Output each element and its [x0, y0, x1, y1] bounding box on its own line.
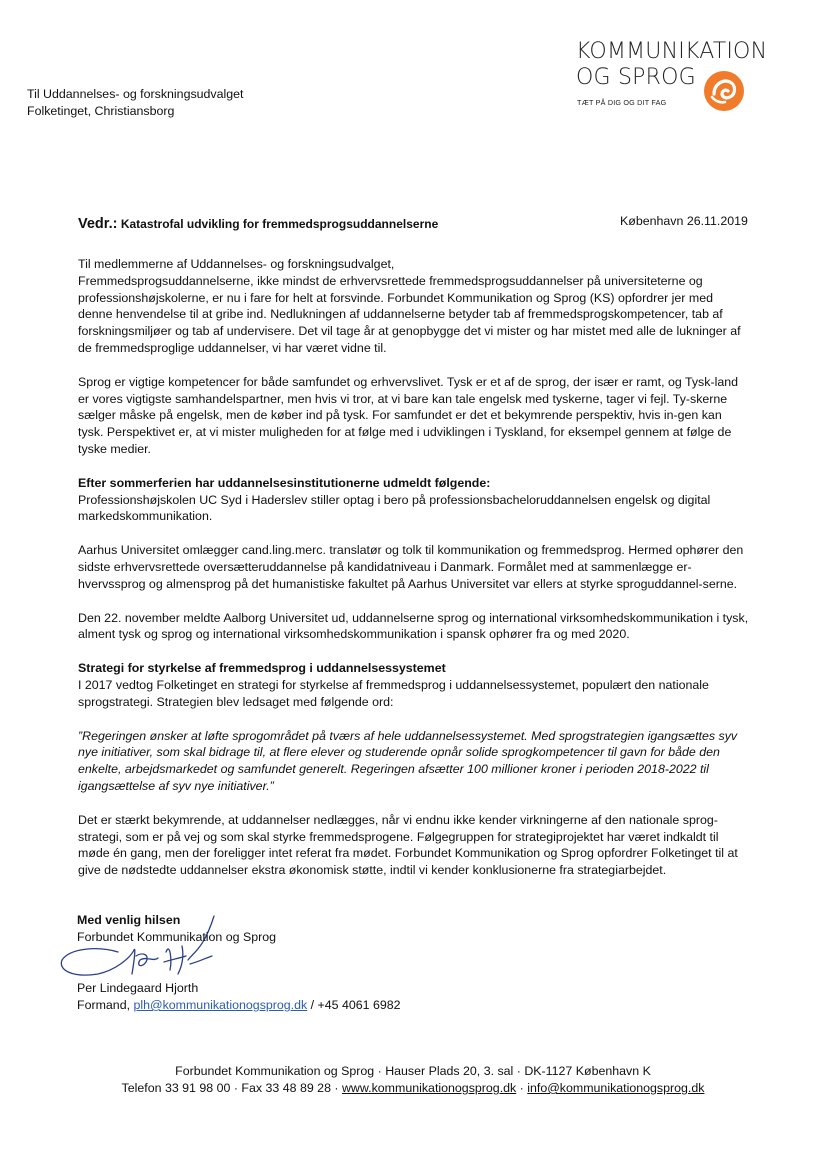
recipient-line-2: Folketinget, Christiansborg: [27, 104, 175, 118]
letter-body: [78, 256, 750, 896]
footer: [0, 1063, 826, 1097]
paragraph-aarhus: Aarhus Universitet omlægger cand.ling.merc. translatør og tolk til kommunikation og fremmedsprog. Hermed ophører den sidste erhvervsrettede oversætteruddannelse på kandidatniveau i Danmark. Formålet med at sammenlægge er-hvervssprog og almensprog på det humanistiske fakultet på Aarhus Universitet var ellers at styrke sproguddannel-serne.: [78, 543, 744, 591]
logo-tagline: TÆT PÅ DIG OG DIT FAG: [577, 98, 667, 107]
signoff-block: [77, 912, 401, 1014]
quote-government: ”Regeringen ønsker at løfte sprogområdet på tværs af hele uddannelsessystemet. Med sprogstrategien igangsættes syv nye initiativer, som skal bidrage til, at flere elever og studerende opnår solide sprogkompetencer til gavn for både den enkelte, arbejdsmarkedet og samfundet generelt. Regeringen afsætter 100 millioner kroner i perioden 2018-2022 til igangsættelse af syv nye initiativer.”: [78, 728, 738, 793]
logo-line-2: OG SPROG: [576, 65, 696, 90]
footer-address: Forbundet Kommunikation og Sprog · Hauser Plads 20, 3. sal · DK-1127 København K: [175, 1064, 651, 1078]
signoff-email-link[interactable]: plh@kommunikationogsprog.dk: [133, 998, 308, 1012]
recipient-line-1: Til Uddannelses- og forskningsudvalget: [27, 87, 244, 101]
heading-announcements: Efter sommerferien har uddannelsesinstitutionerne udmeldt følgende:: [78, 475, 491, 490]
subject-label: Vedr.:: [78, 216, 118, 232]
paragraph-aalborg: Den 22. november meldte Aalborg Universitet ud, uddannelserne sprog og international virksomhedskommunikation i tysk, alment tysk og sprog og international virksomhedskommunikation i spansk ophører fra og med 2020.: [78, 610, 749, 642]
logo: [576, 40, 796, 120]
signoff-contact: [77, 997, 401, 1014]
footer-web-link[interactable]: www.kommunikationogsprog.dk: [341, 1081, 517, 1095]
footer-contact: [0, 1080, 826, 1097]
greeting: Med venlig hilsen: [77, 913, 181, 927]
footer-separator: ·: [516, 1081, 528, 1095]
subject-text: Katastrofal udvikling for fremmedsprogsuddannelserne: [120, 217, 439, 231]
heading-strategy: Strategi for styrkelse af fremmedsprog i uddannelsessystemet: [78, 661, 446, 676]
letter-date: København 26.11.2019: [620, 214, 748, 228]
paragraph-strategy: I 2017 vedtog Folketinget en strategi for styrkelse af fremmedsprog i uddannelsessystemet, populært den nationale sprogstrategi. Strategien blev ledsaget med følgende ord:: [78, 677, 709, 709]
paragraph-language-competence: Sprog er vigtige kompetencer for både samfundet og erhvervslivet. Tysk er et af de sprog, der især er ramt, og Tysk-land er vores vigtigste samhandelspartner, men hvis vi tror, at vi bare kan tale engelsk med tyskerne, tager vi fejl. Ty-skerne sælger måske på engelsk, men de køber ind på tysk. For samfundet er det et bekymrende perspektiv, hvis in-gen kan tysk. Perspektivet er, at vi mister muligheden for at følge med i udviklingen i Tyskland, for eksempel gennem at følge de tyske medier.: [78, 374, 738, 456]
signoff-phone: / +45 4061 6982: [307, 998, 401, 1012]
paragraph-concern: Det er stærkt bekymrende, at uddannelser nedlægges, når vi endnu ikke kender virkningerne af den nationale sprog-strategi, som er på vej og som skal styrke fremmedsprogene. Følgegruppen for strategiprojektet har været indkaldt til møde én gang, men der foreligger intet referat fra mødet. Forbundet Kommunikation og Sprog opfordrer Folketinget til at give de nødstedte uddannelser ekstra økonomisk støtte, indtil vi kender konklusionerne fra strategiarbejdet.: [78, 812, 738, 878]
footer-email-link[interactable]: info@kommunikationogsprog.dk: [527, 1081, 705, 1095]
recipient-address: [27, 86, 244, 120]
paragraph-uc-syd: Professionshøjskolen UC Syd i Haderslev stiller optag i bero på professionsbacheloruddannelsen engelsk og digital markedskommunikation.: [78, 492, 711, 524]
signoff-role: Formand,: [77, 998, 134, 1012]
signoff-name: Per Lindegaard Hjorth: [77, 981, 199, 995]
subject-line: [78, 216, 438, 232]
footer-phone-fax: Telefon 33 91 98 00 · Fax 33 48 89 28 ·: [121, 1081, 342, 1095]
logo-line-1: KOMMUNIKATION: [576, 39, 768, 64]
signoff-organisation: Forbundet Kommunikation og Sprog: [77, 930, 277, 944]
ear-swirl-icon: [703, 70, 745, 112]
paragraph-intro: Til medlemmerne af Uddannelses- og forskningsudvalget, Fremmedsprogsuddannelserne, ikke mindst de erhvervsrettede fremmedsprogsuddannelser på universiteterne og professionshøjskolerne, er nu i fare for helt at forsvinde. Forbundet Kommunikation og Sprog (KS) opfordrer jer med denne henvendelse til at gribe ind. Nedlukningen af uddannelserne betyder tab af fremmedsprogskompetencer, tab af forskningsmiljøer og tab af undervisere. Det vil tage år at genopbygge det vi mister og har mistet med alle de lukninger af de fremmedsproglige uddannelser, vi har været vidne til.: [78, 257, 741, 355]
